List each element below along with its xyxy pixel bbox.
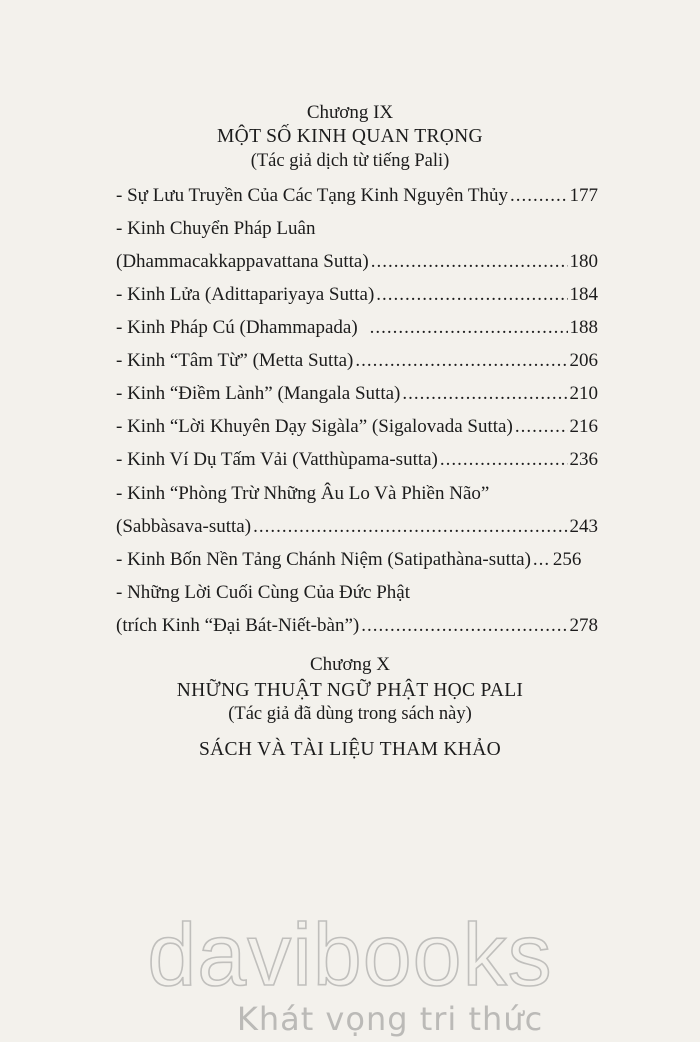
chapter-10-title: NHỮNG THUẬT NGỮ PHẬT HỌC PALI — [176, 680, 524, 701]
toc-entry-206 — [116, 350, 598, 372]
toc-entry-text: - Những Lời Cuối Cùng Của Đức Phật — [116, 582, 410, 603]
dot-leader — [440, 449, 568, 471]
toc-entry-text: - Kinh Bốn Nền Tảng Chánh Niệm (Satipathàna-sutta) — [116, 549, 531, 570]
toc-entry-216 — [116, 416, 598, 438]
watermark-tagline: Khát vọng tri thức — [236, 1000, 544, 1038]
toc-entry-page: 206 — [569, 350, 598, 371]
chapter-10-subtitle: (Tác giả đã dùng trong sách này) — [228, 704, 472, 724]
toc-entry-210 — [116, 383, 598, 405]
chapter-9-subtitle: (Tác giả dịch từ tiếng Pali) — [250, 151, 450, 171]
dot-leader — [402, 383, 567, 405]
toc-entry-text: - Kinh Chuyển Pháp Luân — [116, 218, 316, 239]
toc-entry-page: 210 — [569, 383, 598, 404]
toc-entry-page: 243 — [569, 516, 598, 537]
dot-leader — [510, 185, 568, 207]
toc-entry-page: 236 — [569, 449, 598, 470]
dot-leader — [533, 549, 551, 571]
toc-entry-page: 188 — [569, 317, 598, 338]
dot-leader — [253, 516, 567, 538]
toc-entry-page: 177 — [569, 185, 598, 206]
chapter-9-title: MỘT SỐ KINH QUAN TRỌNG — [217, 126, 483, 147]
toc-entry-text: - Sự Lưu Truyền Của Các Tạng Kinh Nguyên Thủy — [116, 185, 508, 206]
toc-entry-text: - Kinh “Lời Khuyên Dạy Sigàla” (Sigalovada Sutta) — [116, 416, 513, 437]
toc-entry-text: - Kinh “Điềm Lành” (Mangala Sutta) — [116, 383, 401, 404]
dot-leader — [370, 317, 568, 339]
dot-leader — [361, 615, 567, 637]
toc-entry-text: (Sabbàsava-sutta) — [116, 516, 252, 537]
chapter-10-label: Chương X — [310, 654, 390, 675]
toc-entry-page: 278 — [569, 615, 598, 636]
dot-leader — [371, 251, 568, 273]
toc-entry-text: (Dhammacakkappavattana Sutta) — [116, 251, 369, 272]
dot-leader — [376, 284, 567, 306]
toc-entry-177 — [116, 185, 598, 207]
toc-entry-text: - Kinh Lửa (Adittapariyaya Sutta) — [116, 284, 375, 305]
toc-entry-243 — [116, 516, 598, 538]
toc-entry-278 — [116, 615, 598, 637]
toc-entry-text: - Kinh Ví Dụ Tấm Vải (Vatthùpama-sutta) — [116, 449, 438, 470]
toc-entry-180 — [116, 251, 598, 273]
toc-entry-page: 256 — [552, 549, 582, 570]
toc-entry-text: - Kinh Pháp Cú (Dhammapada) — [116, 317, 358, 338]
toc-entry-184 — [116, 284, 598, 306]
toc-entry-text: - Kinh “Phòng Trừ Những Âu Lo Và Phiền Não” — [116, 483, 490, 504]
dot-leader — [355, 350, 567, 372]
toc-entry-236 — [116, 449, 598, 471]
toc-entry-page: 180 — [569, 251, 598, 272]
toc-entry-page: 184 — [569, 284, 598, 305]
toc-entry-text: (trích Kinh “Đại Bát-Niết-bàn”) — [116, 615, 360, 636]
toc-entry-text: - Kinh “Tâm Từ” (Metta Sutta) — [116, 350, 354, 371]
toc-entry-256 — [116, 549, 598, 571]
toc-entry-page: 216 — [569, 416, 598, 437]
references-heading: SÁCH VÀ TÀI LIỆU THAM KHẢO — [199, 739, 501, 760]
dot-leader — [515, 416, 568, 438]
chapter-9-label: Chương IX — [306, 102, 394, 123]
watermark-brand: davibooks — [147, 905, 553, 1004]
toc-entry-188 — [116, 317, 598, 339]
